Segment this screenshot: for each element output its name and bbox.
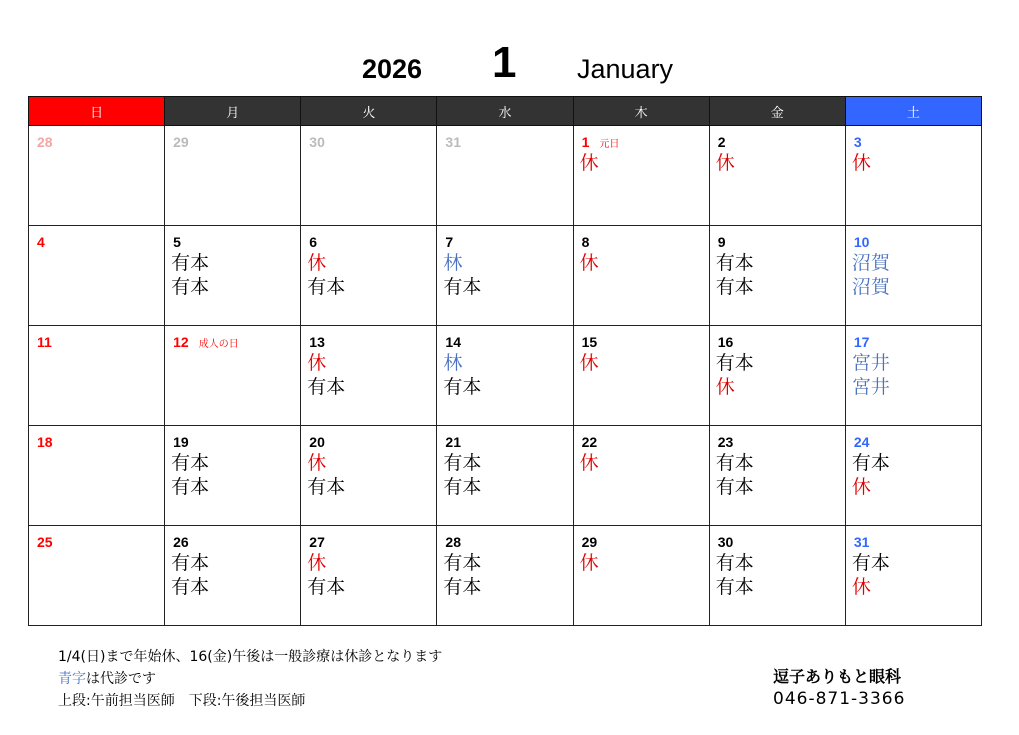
am-doctor: 有本 — [715, 552, 754, 574]
am-doctor: 休 — [307, 552, 327, 574]
am-doctor: 有本 — [715, 352, 754, 374]
day-number — [445, 334, 461, 350]
year: 2026 — [362, 54, 423, 84]
day-cell — [437, 526, 573, 626]
day-number — [445, 134, 461, 150]
notes — [58, 646, 442, 712]
am-doctor: 有本 — [851, 452, 890, 474]
day-number-text: 11 — [37, 334, 52, 350]
day-number — [37, 534, 53, 550]
pm-doctor: 休 — [851, 476, 871, 498]
day-number — [445, 434, 461, 450]
am-doctor: 有本 — [171, 252, 210, 274]
am-doctor: 有本 — [715, 252, 754, 274]
day-cell — [845, 226, 981, 326]
am-doctor: 休 — [579, 452, 599, 474]
week-row — [29, 126, 982, 226]
day-cell — [573, 326, 709, 426]
day-number — [173, 234, 181, 250]
day-number-text: 17 — [853, 334, 870, 350]
pm-doctor: 有本 — [171, 476, 210, 498]
pm-doctor: 休 — [851, 576, 871, 598]
day-cell — [165, 426, 301, 526]
day-cell — [709, 526, 845, 626]
am-doctor: 有本 — [443, 552, 482, 574]
weekday-4: 木 — [573, 97, 709, 126]
day-number-text: 19 — [173, 434, 189, 450]
day-number-text: 22 — [581, 434, 598, 450]
am-doctor: 休 — [579, 352, 599, 374]
day-number-text: 28 — [37, 134, 53, 150]
day-number-text: 20 — [309, 434, 325, 450]
pm-doctor: 有本 — [715, 576, 754, 598]
day-number-text: 23 — [717, 434, 734, 450]
day-cell — [301, 526, 437, 626]
pm-doctor: 有本 — [307, 276, 346, 298]
day-number-text: 1 — [581, 134, 590, 150]
day-cell — [437, 426, 573, 526]
day-number-text: 24 — [853, 434, 870, 450]
day-cell — [29, 326, 165, 426]
day-cell — [845, 126, 981, 226]
am-doctor: 休 — [307, 452, 327, 474]
day-number — [309, 334, 325, 350]
weekday-1: 月 — [165, 97, 301, 126]
day-cell — [709, 426, 845, 526]
clinic-name: 逗子ありもと眼科 — [773, 667, 902, 686]
day-number — [582, 334, 598, 350]
day-number — [718, 534, 734, 550]
day-number-text: 18 — [37, 434, 53, 450]
holiday-label: 成人の日 — [198, 339, 239, 350]
day-cell — [573, 226, 709, 326]
day-number-text: 12 — [173, 334, 189, 350]
day-number — [37, 234, 45, 250]
day-number — [582, 134, 620, 150]
calendar-grid — [28, 96, 982, 626]
day-number — [309, 534, 325, 550]
weekday-6: 土 — [845, 97, 981, 126]
day-number — [854, 234, 870, 250]
day-number — [309, 434, 325, 450]
day-number-text: 8 — [581, 234, 590, 250]
clinic-phone: 046-871-3366 — [773, 689, 906, 709]
day-cell — [301, 226, 437, 326]
day-number-text: 2 — [717, 134, 726, 150]
day-cell — [165, 326, 301, 426]
day-cell — [845, 326, 981, 426]
day-number-text: 7 — [445, 234, 454, 250]
weekday-5: 金 — [709, 97, 845, 126]
pm-doctor: 有本 — [171, 576, 210, 598]
day-number-text: 3 — [853, 134, 862, 150]
day-number — [582, 534, 598, 550]
day-number — [309, 134, 325, 150]
day-cell — [165, 526, 301, 626]
week-row — [29, 326, 982, 426]
pm-doctor: 有本 — [171, 276, 210, 298]
note-holiday: 1/4(日)まで年始休、16(金)午後は一般診療は休診となります — [58, 649, 443, 665]
weekday-0: 日 — [29, 97, 165, 126]
day-cell — [573, 526, 709, 626]
am-doctor: 沼賀 — [851, 252, 890, 274]
am-doctor: 休 — [579, 152, 599, 174]
weekday-header — [29, 97, 982, 126]
day-number — [718, 434, 734, 450]
month-number: 1 — [492, 38, 517, 87]
day-number — [718, 134, 726, 150]
clinic-info — [773, 666, 905, 710]
day-cell — [301, 126, 437, 226]
pm-doctor: 有本 — [443, 476, 482, 498]
day-number — [37, 434, 53, 450]
pm-doctor: 有本 — [715, 476, 754, 498]
pm-doctor: 有本 — [307, 376, 346, 398]
day-cell — [573, 426, 709, 526]
day-number-text: 13 — [309, 334, 325, 350]
day-cell — [29, 526, 165, 626]
am-doctor: 休 — [579, 552, 599, 574]
day-cell — [437, 126, 573, 226]
day-cell — [165, 226, 301, 326]
day-number — [37, 134, 53, 150]
day-number-text: 4 — [37, 234, 45, 250]
am-doctor: 林 — [443, 252, 463, 274]
am-doctor: 休 — [715, 152, 735, 174]
am-doctor: 休 — [579, 252, 599, 274]
month-name: January — [577, 54, 674, 84]
week-row — [29, 526, 982, 626]
day-number-text: 26 — [173, 534, 189, 550]
am-doctor: 有本 — [851, 552, 890, 574]
day-number-text: 29 — [581, 534, 598, 550]
day-number-text: 14 — [445, 334, 461, 350]
day-number — [718, 334, 734, 350]
pm-doctor: 沼賀 — [851, 276, 890, 298]
note-blue-text: 青字 — [58, 671, 86, 687]
day-number-text: 28 — [445, 534, 461, 550]
day-number — [173, 134, 189, 150]
am-doctor: 有本 — [715, 452, 754, 474]
am-doctor: 休 — [851, 152, 871, 174]
day-cell — [709, 226, 845, 326]
day-number-text: 5 — [173, 234, 181, 250]
day-cell — [845, 426, 981, 526]
day-number — [854, 434, 870, 450]
pm-doctor: 有本 — [443, 576, 482, 598]
day-number-text: 16 — [717, 334, 734, 350]
am-doctor: 有本 — [171, 452, 210, 474]
week-row — [29, 226, 982, 326]
holiday-label: 元日 — [599, 139, 620, 150]
week-row — [29, 426, 982, 526]
day-number — [445, 534, 461, 550]
day-number-text: 25 — [37, 534, 53, 550]
day-number-text: 27 — [309, 534, 325, 550]
day-cell — [29, 226, 165, 326]
pm-doctor: 有本 — [443, 376, 482, 398]
day-number-text: 21 — [445, 434, 461, 450]
day-number-text: 31 — [445, 134, 461, 150]
pm-doctor: 有本 — [715, 276, 754, 298]
day-number — [445, 234, 453, 250]
day-number-text: 31 — [853, 534, 870, 550]
day-number-text: 9 — [717, 234, 726, 250]
day-cell — [29, 126, 165, 226]
note-legend: 上段:午前担当医師 下段:午後担当医師 — [58, 693, 306, 709]
day-number — [173, 434, 189, 450]
am-doctor: 林 — [443, 352, 463, 374]
day-cell — [29, 426, 165, 526]
weekday-3: 水 — [437, 97, 573, 126]
note-substitute — [58, 668, 442, 690]
day-cell — [709, 326, 845, 426]
day-cell — [437, 226, 573, 326]
day-number — [582, 234, 590, 250]
am-doctor: 有本 — [443, 452, 482, 474]
day-cell — [845, 526, 981, 626]
day-number — [582, 434, 598, 450]
day-number — [309, 234, 317, 250]
day-number — [854, 534, 870, 550]
pm-doctor: 休 — [715, 376, 735, 398]
day-cell — [709, 126, 845, 226]
day-cell — [301, 426, 437, 526]
am-doctor: 休 — [307, 252, 327, 274]
am-doctor: 休 — [307, 352, 327, 374]
day-number-text: 10 — [853, 234, 870, 250]
day-number — [718, 234, 726, 250]
am-doctor: 有本 — [171, 552, 210, 574]
pm-doctor: 有本 — [307, 576, 346, 598]
day-number-text: 15 — [581, 334, 598, 350]
day-number — [173, 334, 239, 350]
calendar-title — [0, 38, 1019, 88]
day-cell — [573, 126, 709, 226]
day-number — [173, 534, 189, 550]
day-number — [854, 134, 862, 150]
day-cell — [437, 326, 573, 426]
weekday-2: 火 — [301, 97, 437, 126]
day-number — [37, 334, 52, 350]
pm-doctor: 有本 — [443, 276, 482, 298]
day-cell — [165, 126, 301, 226]
day-number-text: 29 — [173, 134, 189, 150]
am-doctor: 宮井 — [851, 352, 890, 374]
pm-doctor: 宮井 — [851, 376, 890, 398]
day-cell — [301, 326, 437, 426]
day-number — [854, 334, 870, 350]
day-number-text: 6 — [309, 234, 318, 250]
note-substitute-rest: は代診です — [86, 671, 156, 687]
pm-doctor: 有本 — [307, 476, 346, 498]
day-number-text: 30 — [309, 134, 325, 150]
day-number-text: 30 — [717, 534, 734, 550]
